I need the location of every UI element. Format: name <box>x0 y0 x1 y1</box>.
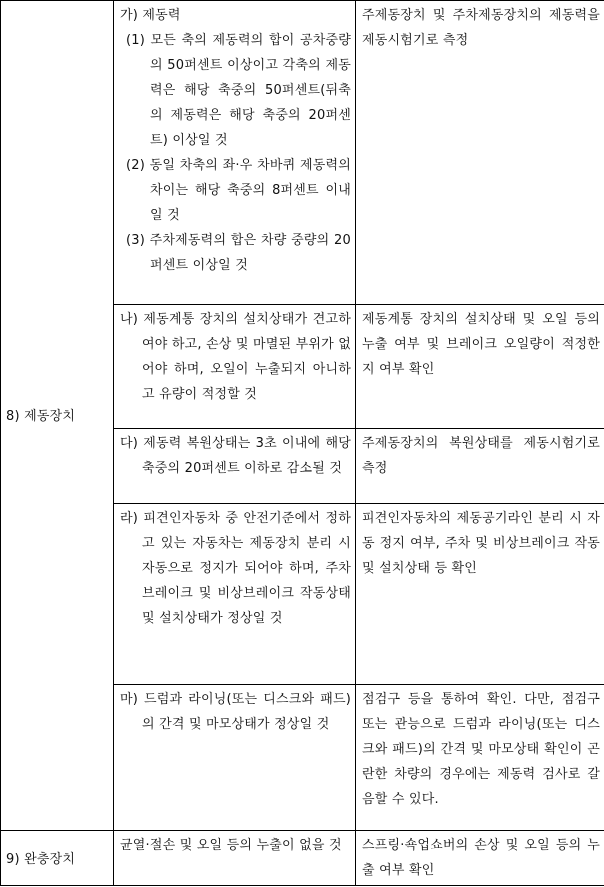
standard-text: 다) 제동력 복원상태는 3초 이내에 해당 축중의 20퍼센트 이하로 감소될 것 <box>120 436 351 476</box>
standard-text: 나) 제동계통 장치의 설치상태가 견고하여야 하고, 손상 및 마멸된 부위가 없어야 하며, 오일이 누출되지 아니하고 유량이 적정할 것 <box>120 312 351 402</box>
method-cell: 스프링·쇽업쇼버의 손상 및 오일 등의 누출 여부 확인 <box>356 831 604 886</box>
standard-text: 라) 피견인자동차 중 안전기준에서 정하고 있는 자동차는 제동장치 분리 시 자동으로 정지가 되어야 하며, 주차브레이크 및 비상브레이크 작동상태 및 설치상태가 정상일 것 <box>120 511 351 626</box>
standard-subitem: (1) 모든 축의 제동력의 합이 공차중량의 50퍼센트 이상이고 각축의 제동력은 해당 축중의 50퍼센트(뒤축의 제동력은 해당 축중의 20퍼센트) 이상일 것 <box>126 33 351 148</box>
standard-subitem: (3) 주차제동력의 합은 차량 중량의 20퍼센트 이상일 것 <box>126 233 351 273</box>
standard-text: 마) 드럼과 라이닝(또는 디스크와 패드)의 간격 및 마모상태가 정상일 것 <box>120 692 351 732</box>
method-cell: 점검구 등을 통하여 확인. 다만, 점검구 또는 관능으로 드럼과 라이닝(또는 디스크와 패드)의 간격 및 마모상태 확인이 곤란한 차량의 경우에는 제동력 검사로 갈음할 수 있다. <box>356 685 604 831</box>
standard-cell <box>114 504 356 685</box>
standard-subitem: (2) 동일 차축의 좌·우 차바퀴 제동력의 차이는 해당 축중의 8퍼센트 이내일 것 <box>126 158 351 223</box>
method-cell: 피견인자동차의 제동공기라인 분리 시 자동 정지 여부, 주차 및 비상브레이크 작동 및 설치상태 등 확인 <box>356 504 604 685</box>
standard-cell: 균열·절손 및 오일 등의 누출이 없을 것 <box>114 831 356 886</box>
standard-cell <box>114 685 356 831</box>
item-label-brakes: 8) 제동장치 <box>1 1 114 831</box>
table-row <box>1 831 604 886</box>
table-row <box>1 1 604 305</box>
item-label-suspension: 9) 완충장치 <box>1 831 114 886</box>
standard-cell <box>114 429 356 504</box>
method-cell: 주제동장치의 복원상태를 제동시험기로 측정 <box>356 429 604 504</box>
standard-heading: 가) 제동력 <box>120 8 181 23</box>
standard-cell <box>114 305 356 429</box>
method-cell: 제동계통 장치의 설치상태 및 오일 등의 누출 여부 및 브레이크 오일량이 적정한지 여부 확인 <box>356 305 604 429</box>
standard-cell <box>114 1 356 305</box>
method-cell: 주제동장치 및 주차제동장치의 제동력을 제동시험기로 측정 <box>356 1 604 305</box>
